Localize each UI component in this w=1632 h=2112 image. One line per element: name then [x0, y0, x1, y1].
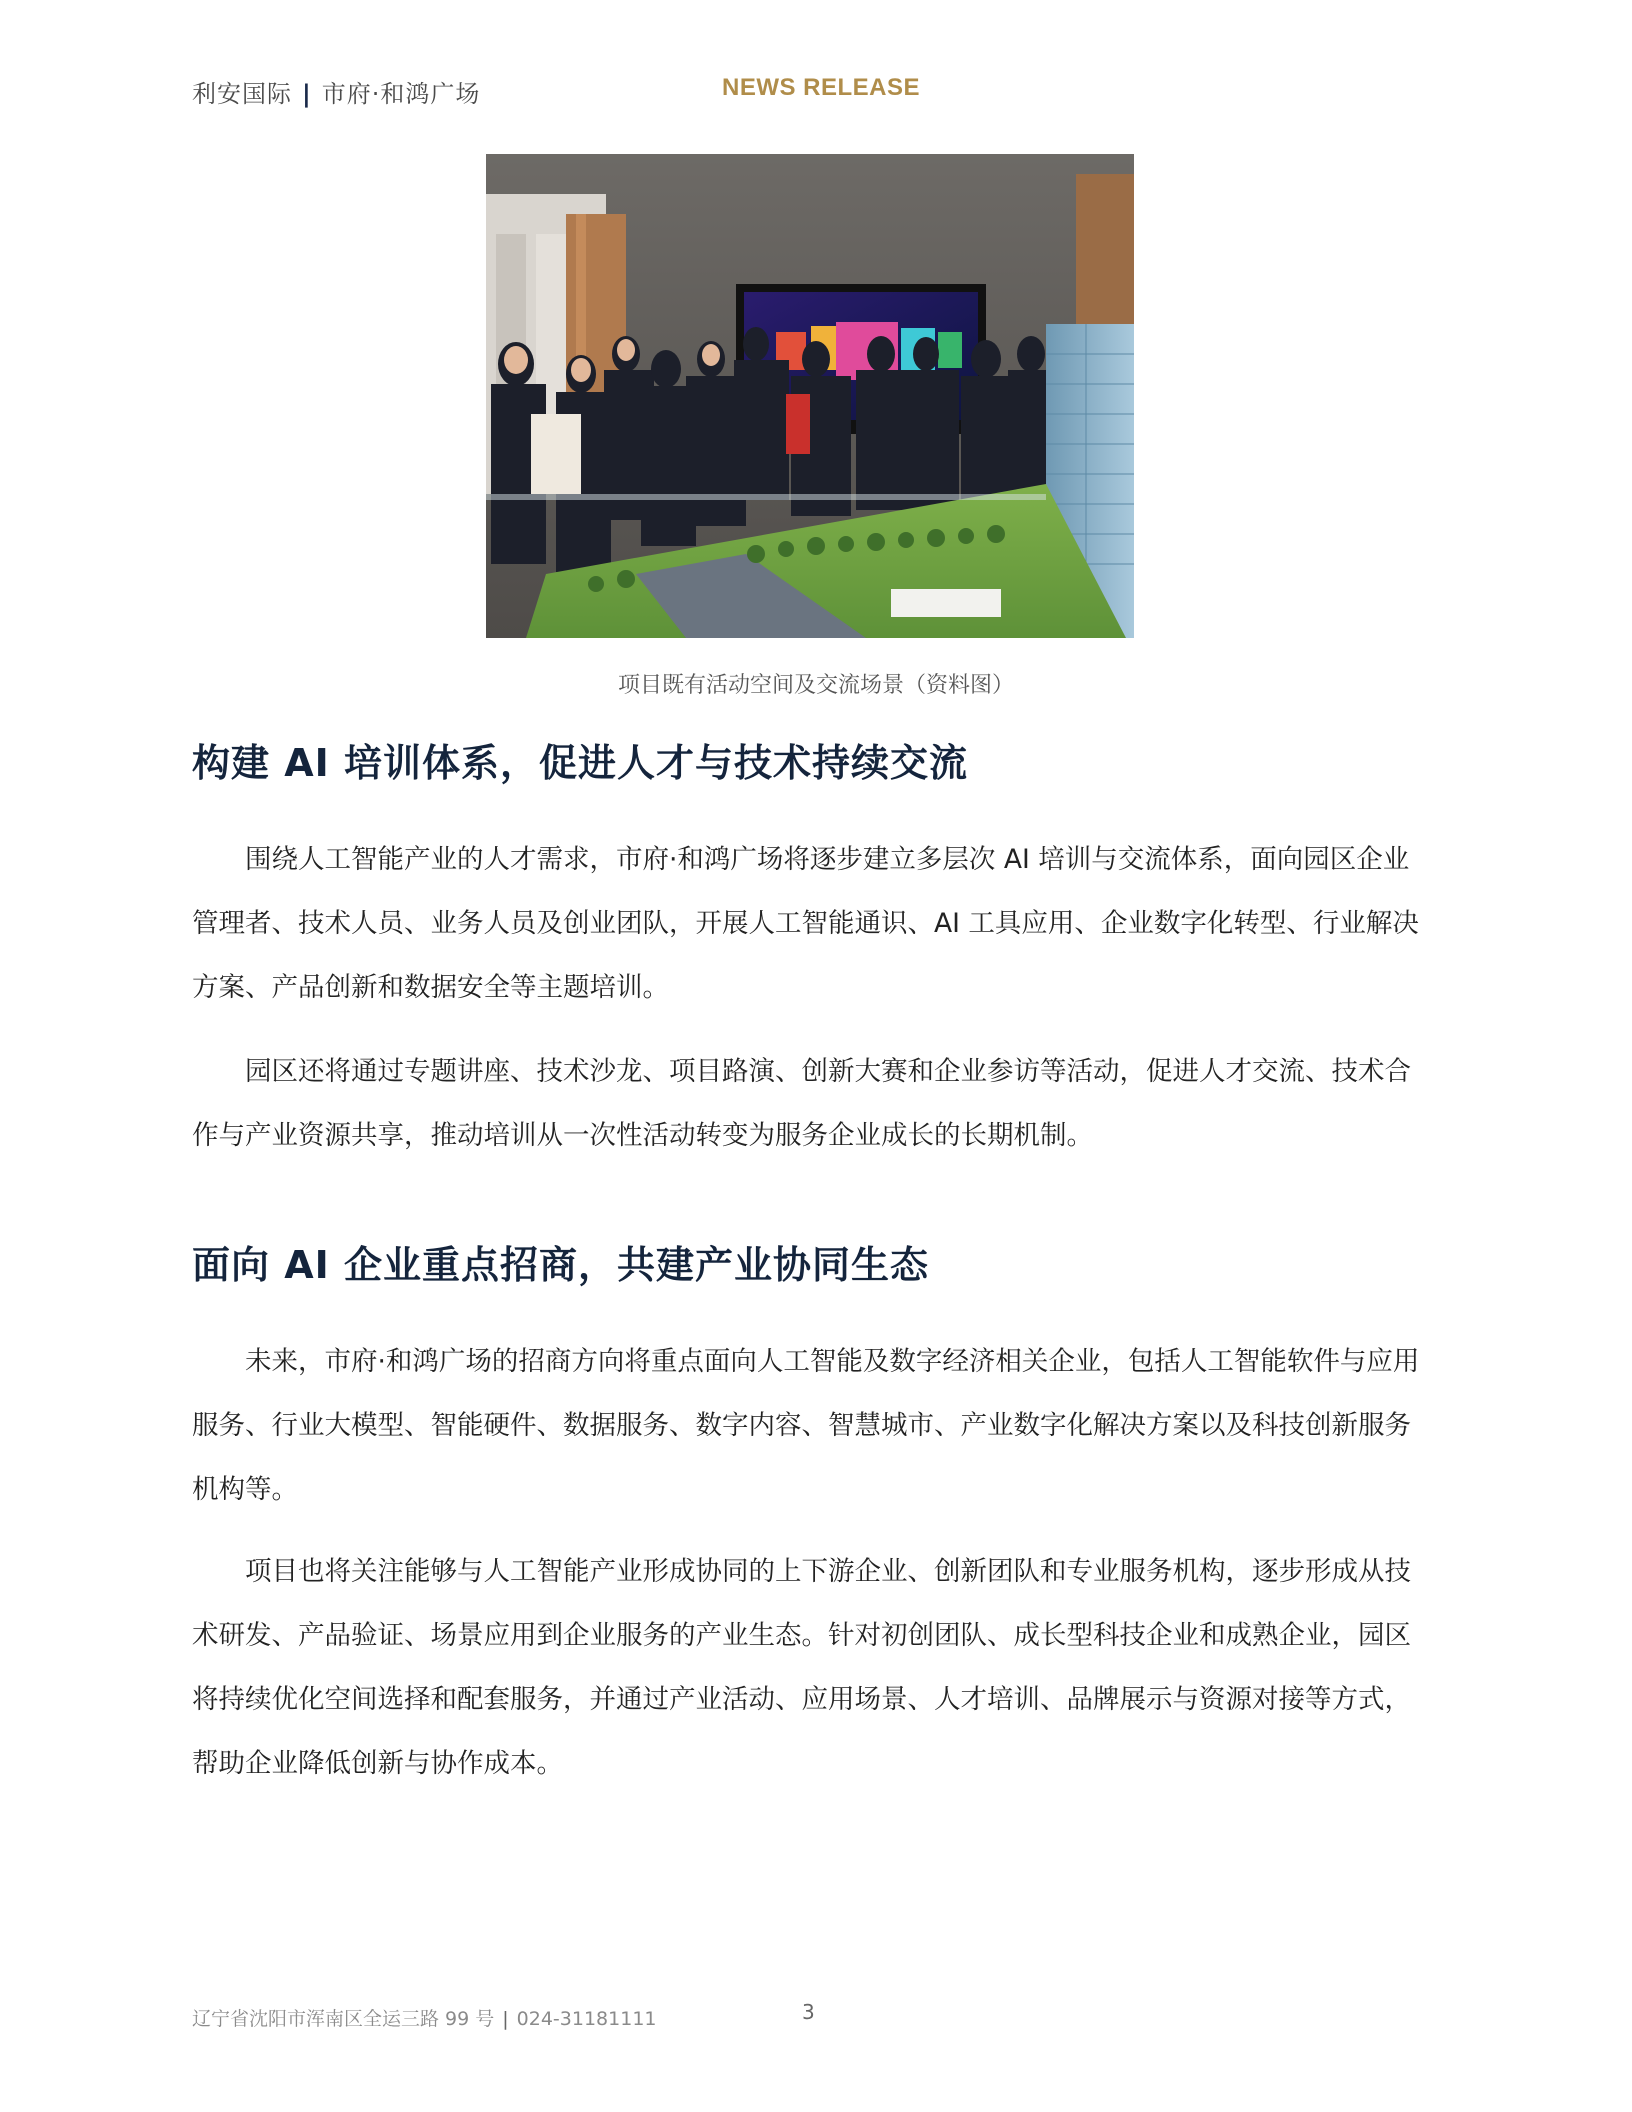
- section1-paragraph-2: 园区还将通过专题讲座、技术沙龙、项目路演、创新大赛和企业参访等活动，促进人才交流、技术合作与产业资源共享，推动培训从一次性活动转变为服务企业成长的长期机制。: [192, 1056, 1411, 1151]
- footer-address: 辽宁省沈阳市浑南区全运三路 99 号: [192, 2008, 495, 2030]
- section2-heading: 面向 AI 企业重点招商，共建产业协同生态: [192, 1243, 930, 1287]
- photo-caption: 项目既有活动空间及交流场景（资料图）: [617, 673, 1014, 698]
- company-name: 利安国际: [192, 80, 292, 108]
- footer-separator: |: [502, 2008, 509, 2030]
- header-separator: |: [302, 80, 312, 108]
- section2-paragraph-1: 未来，市府·和鸿广场的招商方向将重点面向人工智能及数字经济相关企业，包括人工智能软件与应用服务、行业大模型、智能硬件、数据服务、数字内容、智慧城市、产业数字化解决方案以及科技创新服务机构等。: [192, 1346, 1420, 1505]
- footer-contact: [192, 2004, 657, 2031]
- section1-heading: 构建 AI 培训体系，促进人才与技术持续交流: [192, 741, 969, 785]
- footer-phone: 024-31181111: [516, 2008, 657, 2030]
- section2-paragraph-2: 项目也将关注能够与人工智能产业形成协同的上下游企业、创新团队和专业服务机构，逐步形成从技术研发、产品验证、场景应用到企业服务的产业生态。针对初创团队、成长型科技企业和成熟企业，园区将持续优化空间选择和配套服务，并通过产业活动、应用场景、人才培训、品牌展示与资源对接等方式，帮助企业降低创新与协作成本。: [192, 1556, 1411, 1779]
- event-photo: [486, 154, 1134, 638]
- section1-paragraph-1: 围绕人工智能产业的人才需求，市府·和鸿广场将逐步建立多层次 AI 培训与交流体系，面向园区企业管理者、技术人员、业务人员及创业团队，开展人工智能通识、AI 工具应用、企业数字化转型、行业解决方案、产品创新和数据安全等主题培训。: [192, 844, 1419, 1003]
- news-release-label: NEWS RELEASE: [722, 74, 921, 101]
- page-number: 3: [802, 2000, 815, 2024]
- project-name: 市府·和鸿广场: [321, 80, 481, 108]
- header-brand: [192, 74, 480, 109]
